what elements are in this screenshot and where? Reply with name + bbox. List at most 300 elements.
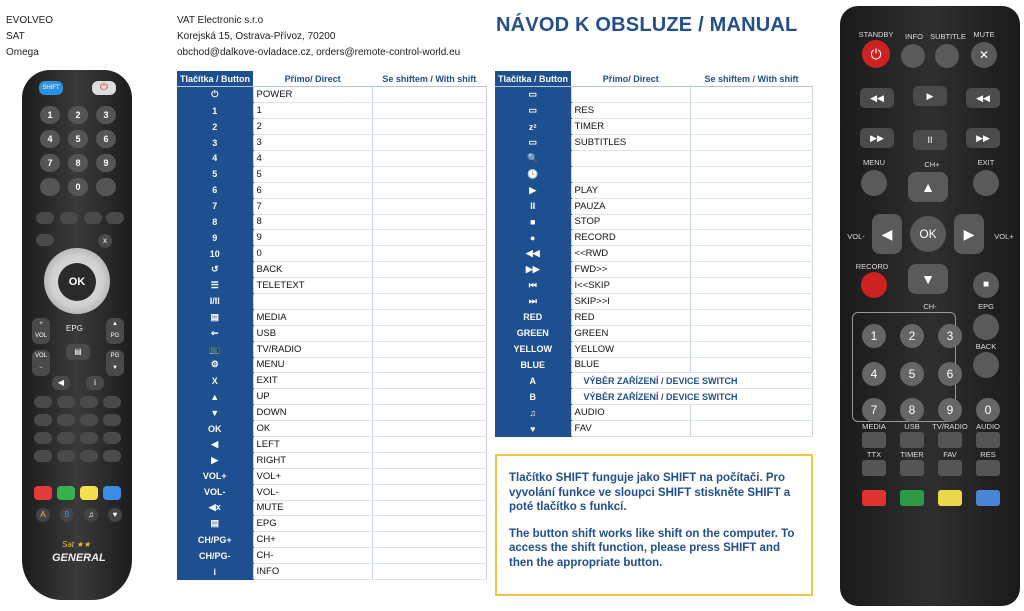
table-row [177,548,487,564]
button-symbol: ↺ [177,262,253,278]
table-row [177,357,487,373]
direct-function: CH- [253,548,372,564]
shift-function [372,468,486,484]
b-button[interactable]: B [60,508,74,522]
menu-button[interactable] [861,170,887,196]
button-symbol: ▤ [177,309,253,325]
button-symbol: GREEN [495,325,571,341]
button-symbol: X [177,373,253,389]
shift-function [690,119,812,135]
device-info [6,13,53,61]
table-row [177,436,487,452]
subtitle-label: SUBTITLE [930,32,966,41]
remote-general-sat [22,70,132,600]
number-button[interactable]: 9 [96,154,116,172]
direct-function: BACK [253,262,372,278]
function-button[interactable] [976,432,1000,448]
direct-function: MEDIA [253,309,372,325]
function-label: TTX [866,450,882,459]
color-button[interactable] [57,486,75,500]
standby-button[interactable]: ⏻ [862,40,890,68]
direct-function: CH+ [253,532,372,548]
shift-function [372,325,486,341]
number-button[interactable]: 8 [900,398,924,422]
table-row [177,468,487,484]
direct-function: SKIP>>I [571,293,690,309]
table-row [495,135,813,151]
ok-button[interactable]: OK [910,216,946,252]
shift-function [690,182,812,198]
function-button[interactable] [80,396,98,408]
table-row [177,135,487,151]
button-symbol: ♥ [495,421,571,437]
function-label: AUDIO [976,422,1000,431]
button-symbol: OK [177,421,253,437]
table-row [495,150,813,166]
epg-button[interactable] [973,314,999,340]
direct-function: EXIT [253,373,372,389]
shift-function [690,341,812,357]
number-button[interactable]: 5 [68,130,88,148]
table-row [495,119,813,135]
direct-function: RECORD [571,230,690,246]
table-row [177,214,487,230]
table-row [495,182,813,198]
back-label: BACK [975,342,997,351]
table-row [177,230,487,246]
table-row [495,309,813,325]
button-symbol: ◀ [177,436,253,452]
shift-function [372,230,486,246]
table-row [177,452,487,468]
table-row [495,166,813,182]
table-row [177,421,487,437]
up-button[interactable]: ▲ [908,172,948,202]
pg-down-button[interactable]: PG ▼ [106,350,124,376]
direct-function [571,150,690,166]
power-button[interactable]: ⏻ [92,81,116,95]
shift-function [372,119,486,135]
color-button[interactable] [938,490,962,506]
direct-function: PLAY [571,182,690,198]
exit-label: EXIT [977,158,995,167]
table-row [495,198,813,214]
direct-function: 7 [253,198,372,214]
shift-function [690,230,812,246]
ch-plus-label: CH+ [924,160,940,169]
fast-forward-button[interactable]: ▶▶ [966,128,1000,148]
button-symbol: ⚙ [177,357,253,373]
number-button[interactable]: 2 [900,324,924,348]
epg-label: EPG [978,302,994,311]
col-shift-header: Se shiftem / With shift [690,71,812,87]
function-button[interactable] [103,396,121,408]
function-button[interactable] [80,450,98,462]
function-label: FAV [943,450,957,459]
button-symbol: YELLOW [495,341,571,357]
table-row [177,182,487,198]
button-symbol: ■ [495,214,571,230]
col-button-header: Tlačítka / Button [177,71,253,87]
stop-button[interactable]: ■ [973,272,999,298]
epg-button[interactable]: ▤ [66,344,90,360]
direct-function: STOP [571,214,690,230]
button-symbol: 4 [177,150,253,166]
shift-function [372,516,486,532]
color-button[interactable] [103,486,121,500]
function-button[interactable] [34,450,52,462]
button-symbol: A [495,373,571,389]
number-button[interactable]: 0 [68,178,88,196]
table-row [177,516,487,532]
number-button[interactable]: 7 [40,154,60,172]
shift-button[interactable]: SHIFT [39,81,63,95]
number-button[interactable] [40,178,60,196]
shift-function [372,103,486,119]
direct-function: <<RWD [571,246,690,262]
color-button[interactable] [900,490,924,506]
table-row [177,373,487,389]
shift-function [372,293,486,309]
company-emails[interactable]: obchod@dalkove-ovladace.cz, orders@remote-control-world.eu [177,47,461,58]
direct-function: SUBTITLES [571,135,690,151]
standby-label: STANDBY [858,30,894,39]
button-symbol: ⏭ [495,293,571,309]
table-row [177,500,487,516]
button-symbol: CH/PG- [177,548,253,564]
number-button[interactable]: 7 [862,398,886,422]
button-symbol: 3 [177,135,253,151]
note-czech: Tlačítko SHIFT funguje jako SHIFT na počítači. Pro vyvolání funkce ve sloupci SHIFT stiskněte SHIFT a poté tlačítko s funkcí. [509,472,791,513]
a-button[interactable]: A [36,508,50,522]
function-button[interactable] [900,460,924,476]
function-button[interactable] [103,432,121,444]
table-row [495,87,813,103]
device-switch-label: VÝBĚR ZAŘÍZENÍ / DEVICE SWITCH [571,373,812,389]
col-shift-header: Se shiftem / With shift [372,71,486,87]
button-symbol: ▭ [495,135,571,151]
audio-button[interactable]: ♫ [84,508,98,522]
exit-button[interactable] [973,170,999,196]
function-button[interactable] [103,414,121,426]
number-button[interactable]: 3 [96,106,116,124]
number-button[interactable]: 2 [68,106,88,124]
mute-button[interactable]: ◀ [52,376,70,390]
shift-function [372,389,486,405]
button-symbol: ⏻ [177,87,253,103]
direct-function: VOL+ [253,468,372,484]
page-title: NÁVOD K OBSLUZE / MANUAL [496,14,798,36]
function-button[interactable] [57,450,75,462]
number-button[interactable]: 8 [68,154,88,172]
vol-down-button[interactable]: VOL − [32,350,50,376]
direct-function: VOL- [253,484,372,500]
mute-label: MUTE [973,30,995,39]
function-button[interactable] [57,414,75,426]
number-button[interactable]: 5 [900,362,924,386]
skip-forward-button[interactable]: ▶▶ [860,128,894,148]
button-symbol: ● [495,230,571,246]
function-button[interactable] [80,432,98,444]
record-button[interactable] [861,272,887,298]
pg-up-button[interactable]: ▲ PG [106,318,124,344]
direct-function: 4 [253,150,372,166]
button-symbol: B [495,389,571,405]
function-button[interactable] [34,414,52,426]
direct-function: MENU [253,357,372,373]
shift-function [690,166,812,182]
note-english: The button shift works like shift on the computer. To access the shift function, please press SHIFT and then the appropriate button. [509,527,795,569]
function-button[interactable] [900,432,924,448]
info-button[interactable] [901,44,925,68]
col-button-header: Tlačítka / Button [495,71,571,87]
ch-minus-label: CH- [923,302,937,311]
table-row [495,341,813,357]
direct-function [571,166,690,182]
table-row [495,230,813,246]
direct-function: TV/RADIO [253,341,372,357]
direct-function: TELETEXT [253,278,372,294]
shift-function [372,150,486,166]
table-row [495,357,813,373]
shift-function [372,548,486,564]
button-symbol: ◀x [177,500,253,516]
button-symbol: ▲ [177,389,253,405]
shift-function [372,214,486,230]
shift-function [372,309,486,325]
button-symbol: ▶ [495,182,571,198]
function-button[interactable] [938,460,962,476]
direct-function: BLUE [571,357,690,373]
pause-button[interactable]: II [913,130,947,150]
button-symbol: ◀◀ [495,246,571,262]
table-row [177,262,487,278]
direct-function: POWER [253,87,372,103]
direct-function: RED [571,309,690,325]
button-symbol: CH/PG+ [177,532,253,548]
direct-function: AUDIO [571,405,690,421]
shift-function [372,357,486,373]
function-button[interactable] [103,450,121,462]
shift-function [690,357,812,373]
table-row [177,198,487,214]
table-row [177,246,487,262]
table-row [495,293,813,309]
button-symbol: ⇜ [177,325,253,341]
direct-function: RES [571,103,690,119]
button-symbol: ▶ [177,452,253,468]
rewind-button[interactable]: ◀◀ [860,88,894,108]
table-row [177,166,487,182]
company-info [177,13,460,61]
record-label: RECORD [855,262,889,271]
direct-function: OK [253,421,372,437]
number-button[interactable]: 6 [938,362,962,386]
direct-function: FWD>> [571,262,690,278]
company-name: VAT Electronic s.r.o [177,15,264,26]
fav-button[interactable]: ♥ [108,508,122,522]
direct-function: PAUZA [571,198,690,214]
number-button[interactable]: 0 [976,398,1000,422]
vol-plus-label: VOL+ [994,232,1014,241]
shift-function [690,421,812,437]
button-symbol: 7 [177,198,253,214]
table-row [495,373,813,389]
direct-function: 6 [253,182,372,198]
direct-function: 8 [253,214,372,230]
down-button[interactable]: ▼ [908,264,948,294]
direct-function: 2 [253,119,372,135]
button-symbol: 1 [177,103,253,119]
shift-function [690,325,812,341]
button-symbol: 📺 [177,341,253,357]
color-button[interactable] [862,490,886,506]
table-row [177,119,487,135]
direct-function: I<<SKIP [571,278,690,294]
number-button[interactable]: 4 [40,130,60,148]
direct-function: 5 [253,166,372,182]
function-button[interactable] [57,432,75,444]
shift-function [372,452,486,468]
shift-function [372,405,486,421]
button-symbol: 2 [177,119,253,135]
button-table-left [177,71,487,580]
table-row [177,293,487,309]
number-button[interactable]: 4 [862,362,886,386]
small-button[interactable] [106,212,124,224]
button-symbol: I/II [177,293,253,309]
function-button[interactable] [34,396,52,408]
button-symbol: 6 [177,182,253,198]
menu-label: MENU [862,158,886,167]
button-symbol: VOL+ [177,468,253,484]
color-button[interactable] [34,486,52,500]
table-row [177,278,487,294]
table-row [177,484,487,500]
brand-logo: GENERAL [52,552,106,564]
play-button[interactable]: ▶ [913,86,947,106]
direct-function: GREEN [571,325,690,341]
shift-function [690,405,812,421]
button-symbol: ▤ [177,516,253,532]
table-row [495,246,813,262]
button-symbol: ♫ [495,405,571,421]
direct-function: EPG [253,516,372,532]
function-button[interactable] [80,414,98,426]
fast-forward-button[interactable]: ◀◀ [966,88,1000,108]
shift-note [495,454,813,596]
shift-function [690,214,812,230]
col-direct-header: Přímo/ Direct [253,71,372,87]
direct-function: DOWN [253,405,372,421]
brand-sub: Sat ★★ [62,540,91,549]
small-button[interactable] [36,212,54,224]
back-button[interactable] [973,352,999,378]
button-symbol: 🔍 [495,150,571,166]
shift-function [690,309,812,325]
ok-button[interactable]: OK [58,263,96,301]
shift-function [372,500,486,516]
function-label: USB [904,422,920,431]
mute-button[interactable]: ✕ [971,42,997,68]
brand-label: EVOLVEO [6,15,54,26]
button-symbol: BLUE [495,357,571,373]
shift-function [372,166,486,182]
shift-function [372,373,486,389]
company-address: Korejská 15, Ostrava-Přívoz, 70200 [177,31,336,42]
direct-function: 1 [253,103,372,119]
button-table-right [495,71,813,437]
number-button[interactable]: 1 [862,324,886,348]
button-symbol: 9 [177,230,253,246]
button-symbol: ▭ [495,103,571,119]
function-button[interactable] [938,432,962,448]
info-button[interactable]: i [86,376,104,390]
vol-up-button[interactable]: + VOL [32,318,50,344]
direct-function: 9 [253,230,372,246]
function-button[interactable] [862,460,886,476]
button-symbol: 5 [177,166,253,182]
shift-function [372,246,486,262]
function-button[interactable] [57,396,75,408]
direct-function: FAV [571,421,690,437]
number-button[interactable]: 3 [938,324,962,348]
shift-function [372,278,486,294]
direct-function: MUTE [253,500,372,516]
table-row [177,309,487,325]
function-button[interactable] [976,460,1000,476]
shift-function [690,135,812,151]
color-button[interactable] [80,486,98,500]
right-button[interactable]: ▶ [954,214,984,254]
exit-button[interactable]: x [98,234,112,248]
number-button[interactable]: 9 [938,398,962,422]
shift-function [372,564,486,580]
shift-function [372,262,486,278]
table-row [495,214,813,230]
number-button[interactable]: 6 [96,130,116,148]
small-button[interactable] [60,212,78,224]
table-row [495,389,813,405]
shift-function [372,87,486,103]
left-button[interactable]: ◀ [872,214,902,254]
subtitle-button[interactable] [935,44,959,68]
model-line: SAT [6,31,25,42]
direct-function: 3 [253,135,372,151]
device-switch-label: VÝBĚR ZAŘÍZENÍ / DEVICE SWITCH [571,389,812,405]
table-row [177,103,487,119]
button-symbol: II [495,198,571,214]
shift-function [690,262,812,278]
table-row [177,87,487,103]
small-button[interactable] [36,234,54,246]
button-symbol: ☰ [177,278,253,294]
shift-function [690,150,812,166]
function-button[interactable] [34,432,52,444]
shift-function [372,532,486,548]
color-button[interactable] [976,490,1000,506]
shift-function [372,436,486,452]
small-button[interactable] [84,212,102,224]
number-button[interactable]: 1 [40,106,60,124]
table-row [495,262,813,278]
function-label: RES [980,450,996,459]
button-symbol: ▭ [495,87,571,103]
function-button[interactable] [862,432,886,448]
table-row [495,103,813,119]
button-symbol: ▶▶ [495,262,571,278]
menu-button[interactable] [96,178,116,196]
